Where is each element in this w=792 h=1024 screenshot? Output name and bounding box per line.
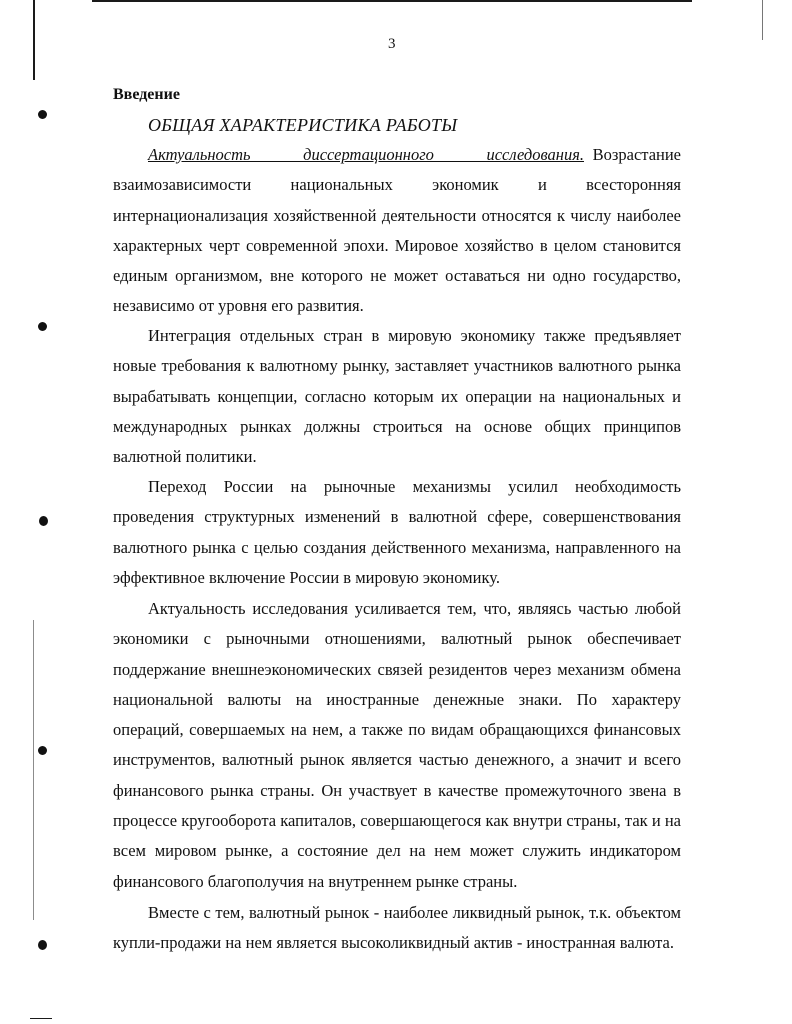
paragraph-2: Интеграция отдельных стран в мировую экономику также предъявляет новые требования к валютному рынку, заставляет участников валютного рынка вырабатывать концепции, согласно которым их операции на национальных и международных рынках должны строиться на основе общих принципов валютной политики.: [113, 326, 681, 467]
paragraph-1-line-1-rest: Возрастание: [592, 145, 681, 164]
binding-hole-5: [38, 940, 47, 950]
paragraph-3: Переход России на рыночные механизмы усилил необходимость проведения структурных изменений в валютной сфере, совершенствования валютного рынка с целью создания действенного механизма, направленного на эффективное включение России в мировую экономику.: [113, 477, 681, 587]
paragraph-1-line-1: [113, 140, 681, 170]
scan-top-edge: [92, 0, 692, 2]
binding-hole-2: [38, 322, 47, 331]
binding-hole-3: [39, 516, 48, 526]
scan-right-edge: [762, 0, 763, 40]
binding-hole-1: [38, 110, 47, 119]
paragraph-1-line-5: единым организмом, вне которого не может оставаться ни одно государство,: [113, 266, 681, 286]
paragraph-1-line-2: взаимозависимости национальных экономик и всесторонняя: [113, 175, 681, 195]
paragraph-1: [113, 140, 681, 322]
section-subheading: ОБЩАЯ ХАРАКТЕРИСТИКА РАБОТЫ: [148, 115, 458, 135]
scan-left-edge-lower: [33, 620, 34, 920]
paragraph-1-line-4: характерных черт современной эпохи. Мировое хозяйство в целом становится: [113, 235, 681, 255]
paragraph-1-line-3: интернационализация хозяйственной деятельности относятся к числу наиболее: [113, 205, 681, 225]
paragraph-1-line-6: независимо от уровня его развития.: [113, 296, 364, 316]
paragraph-5: Вместе с тем, валютный рынок - наиболее ликвидный рынок, т.к. объектом купли-продажи на нем является высоколиквидный актив - иностранная валюта.: [113, 903, 681, 953]
relevance-lead: Актуальность диссертационного исследования.: [148, 145, 584, 164]
scan-bottom-mark: [30, 1018, 52, 1019]
binding-hole-4: [38, 746, 47, 755]
paragraph-4: Актуальность исследования усиливается тем, что, являясь частью любой экономики с рыночными отношениями, валютный рынок обеспечивает поддержание внешнеэкономических связей резидентов через механизм обмена национальной валюты на иностранные денежные знаки. По характеру операций, совершаемых на нем, а также по видам обращающихся финансовых инструментов, валютный рынок является частью денежного, а значит и всего финансового рынка страны. Он участвует в качестве промежуточного звена в процессе кругооборота капиталов, совершающегося как внутри страны, так и на всем мировом рынке, а состояние дел на нем может служить индикатором финансового благополучия на внутреннем рынке страны.: [113, 599, 681, 891]
section-heading: Введение: [113, 86, 180, 103]
scan-left-edge: [33, 0, 35, 80]
page-number: 3: [388, 36, 396, 52]
